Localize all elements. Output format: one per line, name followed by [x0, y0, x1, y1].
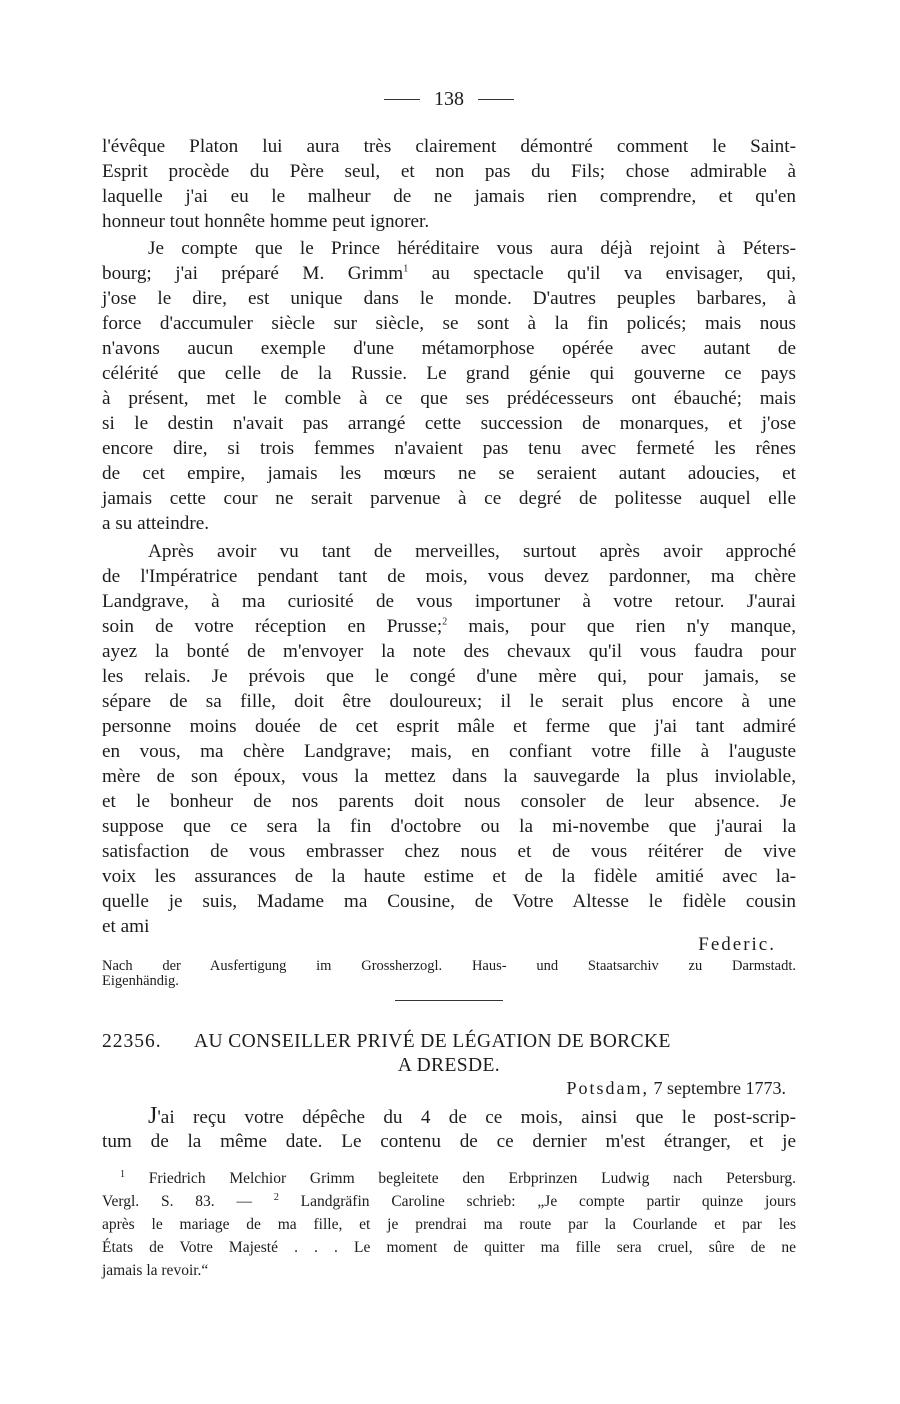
- text-line: les relais. Je prévois que le congé d'une mère qui, pour jamais, se: [102, 666, 796, 687]
- header-rule-right: [478, 99, 514, 100]
- text-line: honneur tout honnête homme peut ignorer.: [102, 211, 430, 232]
- text-line: suppose que ce sera la fin d'octobre ou la mi-novembe que j'aurai la: [102, 816, 796, 837]
- footnote-mark: 1: [120, 1168, 125, 1180]
- signature: Federic.: [698, 934, 776, 955]
- text-line: Esprit procède du Père seul, et non pas du Fils; chose admirable à: [102, 161, 796, 182]
- text-line: Après avoir vu tant de merveilles, surtout après avoir approché: [148, 541, 796, 562]
- footnote-line: États de Votre Majesté . . . Le moment de quitter ma fille sera cruel, sûre de ne: [102, 1239, 796, 1256]
- text-line: de l'Impératrice pendant tant de mois, vous devez pardonner, ma chère: [102, 566, 796, 587]
- letter-date: 7 septembre 1773.: [649, 1078, 786, 1098]
- letter-dateline: [567, 1078, 786, 1099]
- text-run: soin de votre réception en Prusse;: [102, 616, 443, 637]
- footnote-line: [102, 1191, 796, 1213]
- source-note: Eigenhändig.: [102, 973, 179, 989]
- text-line: en vous, ma chère Landgrave; mais, en confiant votre fille à l'auguste: [102, 741, 796, 762]
- drop-capital: J: [148, 1103, 158, 1129]
- text-line: mère de son époux, vous la mettez dans la sauvegarde la plus inviolable,: [102, 766, 796, 787]
- text-line: et ami: [102, 916, 150, 937]
- text-line: a su atteindre.: [102, 513, 210, 534]
- footnote-line: après le mariage de ma fille, et je prendrai ma route par la Courlande et par les: [102, 1216, 796, 1233]
- letter-place: Potsdam,: [566, 1078, 650, 1098]
- page-header: [102, 88, 796, 111]
- text-line: célérité que celle de la Russie. Le grand génie qui gouverne ce pays: [102, 363, 796, 384]
- footnote-mark: 2: [273, 1191, 279, 1203]
- text-line: laquelle j'ai eu le malheur de ne jamais rien comprendre, et qu'en: [102, 186, 796, 207]
- text-line: voix les assurances de la haute estime et de la fidèle amitié avec la-: [102, 866, 796, 887]
- letter-number: 22356.: [102, 1031, 162, 1052]
- text-line: satisfaction de vous embrasser chez nous et de vous réitérer de vive: [102, 841, 796, 862]
- text-line: n'avons aucun exemple d'une métamorphose opérée avec autant de: [102, 338, 796, 359]
- text-run: mais, pour que rien n'y manque,: [447, 616, 796, 637]
- page-number: 138: [434, 88, 464, 110]
- footnote-text: Vergl. S. 83. —: [102, 1193, 274, 1210]
- text-line: sépare de sa fille, doit être douloureux; il le serait plus encore à une: [102, 691, 796, 712]
- footnote-line: [102, 1168, 796, 1190]
- text-line: tum de la même date. Le contenu de ce dernier m'est étranger, et je: [102, 1131, 796, 1152]
- header-rule-left: [384, 99, 420, 100]
- text-line: [102, 262, 796, 286]
- text-line: Landgrave, à ma curiosité de vous importuner à votre retour. J'aurai: [102, 591, 796, 612]
- footnote-line: jamais la revoir.“: [102, 1262, 209, 1279]
- text-line: [102, 1104, 796, 1130]
- text-line: de cet empire, jamais les mœurs ne se seraient autant adoucies, et: [102, 463, 796, 484]
- text-line: jamais cette cour ne serait parvenue à ce degré de politesse auquel elle: [102, 488, 796, 509]
- letter-heading: [102, 1030, 796, 1076]
- footnote-text: Friedrich Melchior Grimm begleitete den Erbprinzen Ludwig nach Petersburg.: [125, 1170, 796, 1187]
- letter-title-line2: A DRESDE.: [397, 1055, 501, 1076]
- footnote-ref: 2: [442, 616, 448, 628]
- text-line: l'évêque Platon lui aura très clairement démontré comment le Saint-: [102, 136, 796, 157]
- text-line: et le bonheur de nos parents doit nous consoler de leur absence. Je: [102, 791, 796, 812]
- text-line: à présent, met le comble à ce que ses prédécesseurs ont ébauché; mais: [102, 388, 796, 409]
- footnote-text: Landgräfin Caroline schrieb: „Je compte partir quinze jours: [278, 1193, 796, 1210]
- text-line: Je compte que le Prince héréditaire vous aura déjà rejoint à Péters-: [148, 238, 796, 259]
- footnote-ref: 1: [403, 263, 409, 275]
- section-divider: [395, 1000, 503, 1001]
- text-run: 'ai reçu votre dépêche du 4 de ce mois, ainsi que le post-scrip-: [157, 1107, 796, 1128]
- text-line: ayez la bonté de m'envoyer la note des chevaux qu'il vous faudra pour: [102, 641, 796, 662]
- text-line: force d'accumuler siècle sur siècle, se sont à la fin policés; mais nous: [102, 313, 796, 334]
- letter-title: AU CONSEILLER PRIVÉ DE LÉGATION DE BORCKE: [194, 1031, 671, 1052]
- text-line: quelle je suis, Madame ma Cousine, de Votre Altesse le fidèle cousin: [102, 891, 796, 912]
- text-line: encore dire, si trois femmes n'avaient pas tenu avec fermeté les rênes: [102, 438, 796, 459]
- text-line: [102, 615, 796, 639]
- text-run: au spectacle qu'il va envisager, qui,: [408, 263, 796, 284]
- source-note: Nach der Ausfertigung im Grossherzogl. Haus- und Staatsarchiv zu Darmstadt.: [102, 958, 796, 974]
- text-run: bourg; j'ai préparé M. Grimm: [102, 263, 404, 284]
- text-line: j'ose le dire, est unique dans le monde. D'autres peuples barbares, à: [102, 288, 796, 309]
- text-line: si le destin n'avait pas arrangé cette succession de monarques, et j'ose: [102, 413, 796, 434]
- text-line: personne moins douée de cet esprit mâle et ferme que j'ai tant admiré: [102, 716, 796, 737]
